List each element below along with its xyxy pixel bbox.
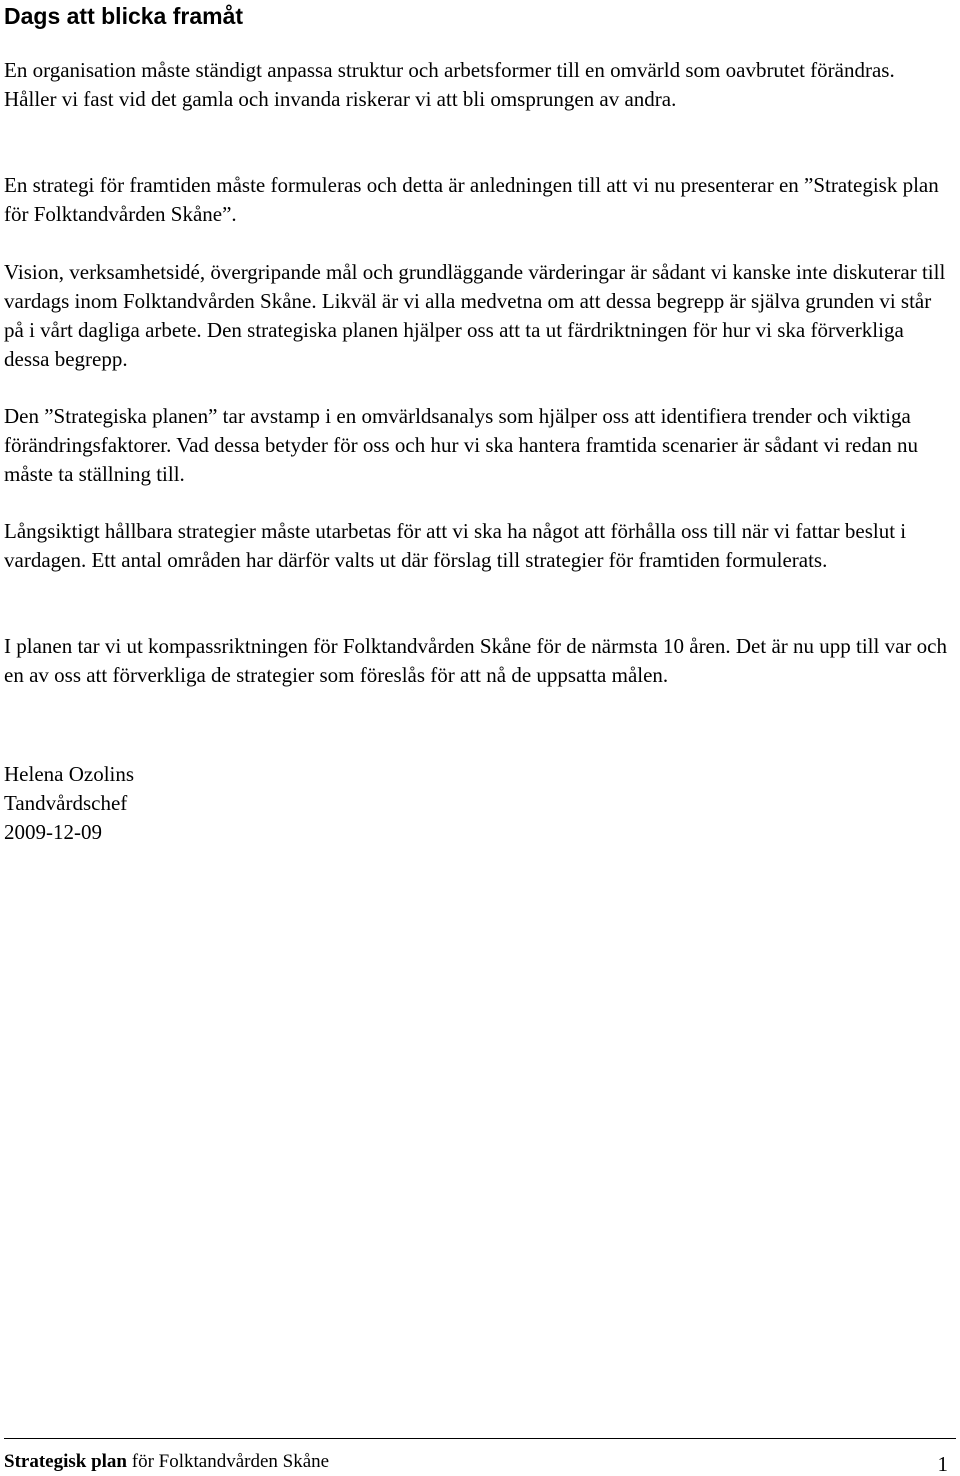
signature-block — [4, 760, 134, 847]
paragraph-3: Vision, verksamhetsidé, övergripande mål och grundläggande värderingar är sådant vi kanske inte diskuterar till vardags inom Folktandvården Skåne. Likväl är vi alla medvetna om att dessa begrepp är själva grunden vi står på i vårt dagliga arbete. Den strategiska planen hjälper oss att ta ut färdriktningen för hur vi ska förverkliga dessa begrepp. — [4, 260, 946, 371]
paragraph-4: Den ”Strategiska planen” tar avstamp i en omvärldsanalys som hjälper oss att identifiera trender och viktiga förändringsfaktorer. Vad dessa betyder för oss och hur vi ska hantera framtida scenarier är sådant vi redan nu måste ta ställning till. — [4, 404, 918, 486]
paragraph-1: En organisation måste ständigt anpassa struktur och arbetsformer till en omvärld som oavbrutet förändras. Håller vi fast vid det gamla och invanda riskerar vi att bli omsprungen av andra. — [4, 58, 895, 111]
paragraph-2: En strategi för framtiden måste formuleras och detta är anledningen till att vi nu presenterar en ”Strategisk plan för Folktandvården Skåne”. — [4, 173, 939, 226]
paragraph-6: I planen tar vi ut kompassriktningen för Folktandvården Skåne för de närmsta 10 åren. Det är nu upp till var och en av oss att förverkliga de strategier som föreslås för att nå de uppsatta målen. — [4, 634, 947, 687]
page-title: Dags att blicka framåt — [4, 3, 244, 29]
signature-date: 2009-12-09 — [4, 820, 102, 844]
footer-title-rest: för Folktandvården Skåne — [127, 1451, 330, 1472]
footer-divider — [4, 1438, 956, 1439]
signature-role: Tandvårdschef — [4, 791, 128, 815]
footer-title-bold: Strategisk plan — [4, 1451, 127, 1472]
footer-title — [4, 1450, 329, 1474]
signature-name: Helena Ozolins — [4, 762, 135, 786]
paragraph-5: Långsiktigt hållbara strategier måste utarbetas för att vi ska ha något att förhålla oss till när vi fattar beslut i vardagen. Ett antal områden har därför valts ut där förslag till strategier för framtiden formulerats. — [4, 519, 907, 572]
page-number: 1 — [937, 1452, 948, 1476]
